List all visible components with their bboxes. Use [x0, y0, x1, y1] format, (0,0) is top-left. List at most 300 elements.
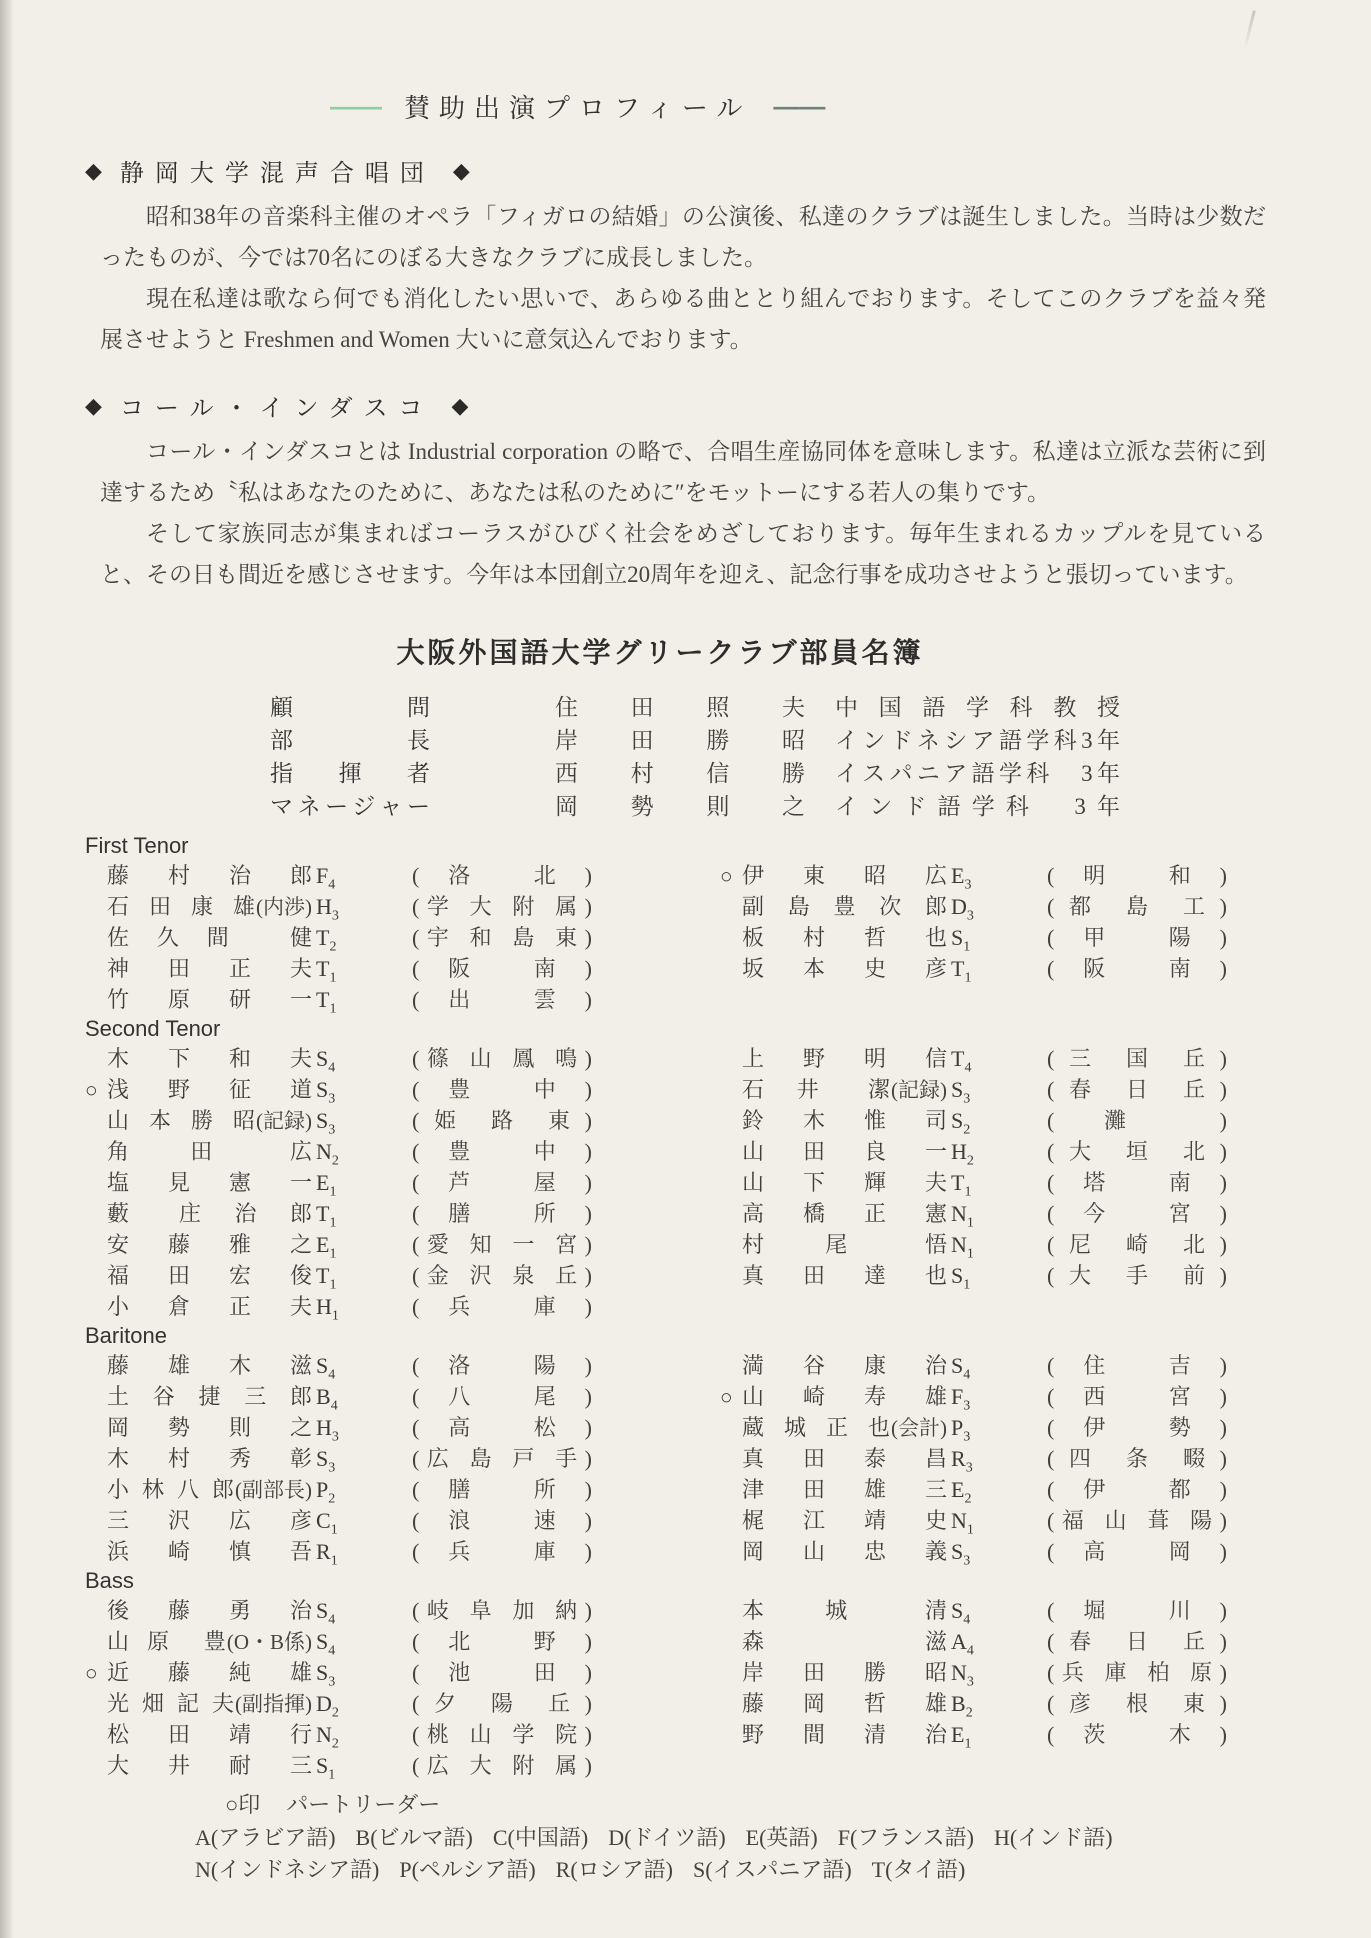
member-code-number: 2 [331, 1705, 339, 1721]
member-code-number: 4 [328, 1612, 336, 1628]
member-row [85, 1042, 720, 1076]
member-row [720, 1656, 1301, 1690]
member-code [947, 863, 1047, 893]
member-name-wrap [107, 1228, 312, 1259]
member-code-number: 1 [964, 1736, 972, 1752]
member-name: 山 原 豊 [107, 1629, 226, 1654]
member-row-pair [85, 1687, 1301, 1721]
member-name: 小 倉 正 夫 [107, 1294, 312, 1319]
member-school: (阪 南) [412, 956, 592, 981]
member-school: (彦 根 東) [1047, 1691, 1227, 1716]
member-code-letter: S [951, 1077, 964, 1102]
member-name-wrap [107, 983, 312, 1014]
member-code [312, 1170, 412, 1200]
member-row [720, 1073, 1301, 1107]
legend-line [195, 1854, 1301, 1886]
member-name-wrap [107, 1625, 312, 1656]
member-name: 竹 原 研 一 [107, 987, 312, 1012]
part-title: Bass [85, 1568, 134, 1593]
member-name-wrap [742, 1259, 947, 1290]
member-code-number: 4 [966, 1643, 974, 1659]
member-code-letter: R [951, 1446, 966, 1471]
diamond-icon: ◆ [85, 392, 102, 418]
member-school: (池 田) [412, 1660, 592, 1685]
member-code-letter: E [316, 1170, 330, 1195]
member-row [720, 1349, 1301, 1383]
member-code-letter: S [316, 1446, 329, 1471]
member-school: (芦 屋) [412, 1170, 592, 1195]
member-code [947, 1415, 1047, 1445]
diamond-icon: ◆ [452, 157, 470, 183]
member-note: (副指揮) [235, 1692, 312, 1716]
member-name: 塩 見 憲 一 [107, 1170, 312, 1195]
member-code-letter: H [316, 894, 332, 919]
member-row-pair [85, 1349, 1301, 1383]
member-code [312, 1415, 412, 1445]
member-name: 安 藤 雅 之 [107, 1232, 312, 1257]
member-code [947, 1446, 1047, 1476]
member-code-number: 1 [329, 1277, 337, 1293]
member-school: (膳 所) [412, 1477, 592, 1502]
part-section-baritone [85, 1323, 1301, 1569]
member-code [312, 1539, 412, 1569]
member-school: (伊 勢) [1047, 1415, 1227, 1440]
member-school: (洛 陽) [412, 1353, 592, 1378]
member-name: 松 田 靖 行 [107, 1722, 312, 1747]
member-row [85, 1411, 720, 1445]
member-code-number: 3 [966, 1674, 974, 1690]
member-row-pair [85, 1259, 1301, 1293]
member-row [720, 952, 1301, 986]
member-name-wrap [107, 952, 312, 983]
member-name-wrap [107, 1504, 312, 1535]
member-school: (大 垣 北) [1047, 1139, 1227, 1164]
member-code-letter: T [316, 987, 330, 1012]
officer-affiliation: 中 国 語 学 科 教 授 [835, 695, 1120, 720]
part-title: Baritone [85, 1323, 167, 1348]
member-row [720, 1166, 1301, 1200]
member-code-number: 1 [966, 1522, 974, 1538]
member-code [312, 1232, 412, 1262]
diamond-icon: ◆ [85, 157, 102, 183]
member-row [85, 952, 720, 986]
member-code-number: 2 [331, 1153, 339, 1169]
member-row-pair [85, 1135, 1301, 1169]
member-code [312, 987, 412, 1017]
member-row [85, 1349, 720, 1383]
officer-affiliation: インド語学科 3年 [835, 794, 1120, 819]
member-school: (三 国 丘) [1047, 1046, 1227, 1071]
member-code-letter: D [316, 1691, 332, 1716]
member-school: (堀 川) [1047, 1598, 1227, 1623]
member-code-number: 2 [329, 939, 337, 955]
member-code [312, 1598, 412, 1628]
paragraph: そして家族同志が集まればコーラスがひびく社会をめざしております。毎年生まれるカップルを見ていると、その日も間近を感じさせます。今年は本団創立20周年を迎え、記念行事を成功させようと張切っています。 [100, 521, 1266, 587]
member-code-number: 3 [965, 1460, 973, 1476]
member-row [85, 983, 720, 1017]
member-name: 鈴 木 惟 司 [742, 1108, 947, 1133]
member-code [947, 1263, 1047, 1293]
member-code-letter: F [951, 1384, 964, 1409]
member-row-pair [85, 1625, 1301, 1659]
member-row [720, 1504, 1301, 1538]
member-row [85, 1290, 720, 1324]
member-code-letter: S [951, 1108, 964, 1133]
member-row [85, 1166, 720, 1200]
title-right-dash: ―― [773, 91, 826, 121]
roster-title-wrap [85, 631, 1235, 671]
member-name: 真 田 達 也 [742, 1263, 947, 1288]
legend-item: F(フランス語) [837, 1825, 974, 1850]
member-code-number: 3 [328, 1122, 336, 1138]
member-school: (都 島 工) [1047, 894, 1227, 919]
member-name: 石 井 潔 [742, 1077, 890, 1102]
member-name-wrap [742, 1073, 947, 1104]
officer-name: 住 田 照 夫 [555, 695, 805, 720]
member-name: 伊 東 昭 広 [742, 863, 947, 888]
member-code-letter: S [951, 1353, 964, 1378]
member-code [947, 1139, 1047, 1169]
legend [195, 1788, 1301, 1886]
member-name-wrap [742, 1442, 947, 1473]
legend-item: B(ビルマ語) [355, 1825, 473, 1850]
officer-role: 顧 問 [270, 694, 430, 720]
member-school: (洛 北) [412, 863, 592, 888]
member-name-wrap [107, 890, 312, 921]
member-name-wrap [742, 1197, 947, 1228]
member-school: (尼 崎 北) [1047, 1232, 1227, 1257]
member-code-letter: R [316, 1539, 331, 1564]
member-school: (春 日 丘) [1047, 1077, 1227, 1102]
legend-item: D(ドイツ語) [608, 1825, 726, 1850]
member-row-pair [85, 1656, 1301, 1690]
member-code [312, 1201, 412, 1231]
member-row-pair [85, 1166, 1301, 1200]
officer-affiliation: インドネシア語学科3年 [835, 728, 1120, 753]
member-code-number: 1 [964, 970, 972, 986]
part-section-first-tenor [85, 833, 1301, 1017]
member-school: (兵 庫 柏 原) [1047, 1660, 1227, 1685]
member-row [85, 1749, 720, 1783]
member-row-pair [85, 1073, 1301, 1107]
member-row [720, 1380, 1301, 1414]
member-school: (高 岡) [1047, 1539, 1227, 1564]
member-row-pair [85, 1442, 1301, 1476]
member-code-letter: H [316, 1294, 332, 1319]
member-code [312, 1046, 412, 1076]
section-heading-text: 静岡大学混声合唱団 [119, 160, 435, 187]
member-school: (阪 南) [1047, 956, 1227, 981]
member-code-letter: S [316, 1108, 329, 1133]
member-code [312, 1077, 412, 1107]
member-row-pair [85, 952, 1301, 986]
member-code [312, 863, 412, 893]
member-name-wrap [107, 1442, 312, 1473]
member-name: 藤 岡 哲 雄 [742, 1691, 947, 1716]
member-name-wrap [107, 1656, 312, 1687]
member-code-letter: S [951, 1539, 964, 1564]
member-row-pair [85, 1290, 1301, 1324]
member-parts [85, 833, 1301, 1783]
member-code-letter: S [316, 1077, 329, 1102]
member-code-number: 1 [329, 970, 337, 986]
empty-cell [720, 1290, 1301, 1321]
member-row-pair [85, 1718, 1301, 1752]
member-row [85, 1656, 720, 1690]
officer-row [270, 722, 1301, 755]
member-name: 本 城 清 [742, 1598, 947, 1623]
member-name-wrap [742, 1687, 947, 1718]
member-school: (八 尾) [412, 1384, 592, 1409]
member-row [720, 1473, 1301, 1507]
member-code [947, 956, 1047, 986]
member-code [947, 1691, 1047, 1721]
member-name-wrap [107, 1594, 312, 1625]
member-code-letter: E [951, 1722, 965, 1747]
member-row [85, 1228, 720, 1262]
empty-cell [720, 983, 1301, 1014]
member-row [85, 1535, 720, 1569]
member-school: (北 野) [412, 1629, 592, 1654]
member-code-letter: N [951, 1232, 967, 1257]
member-code-number: 4 [328, 1643, 336, 1659]
member-name-wrap [742, 1473, 947, 1504]
legend-item: E(英語) [745, 1825, 818, 1850]
member-code-number: 2 [965, 1705, 973, 1721]
section-heading-call-indasco [85, 388, 1301, 423]
section-paragraphs [100, 431, 1266, 595]
member-code-number: 3 [328, 1674, 336, 1690]
officer-row [270, 788, 1301, 821]
officer-role: マネージャー [270, 793, 430, 819]
member-code [312, 1446, 412, 1476]
member-name: 津 田 雄 三 [742, 1477, 947, 1502]
member-code-letter: S [951, 1598, 964, 1623]
member-row-pair [85, 890, 1301, 924]
legend-item: R(ロシア語) [555, 1857, 673, 1882]
member-row [85, 1442, 720, 1476]
member-code [312, 894, 412, 924]
member-row [85, 1594, 720, 1628]
member-name: 岸 田 勝 昭 [742, 1660, 947, 1685]
member-row [85, 921, 720, 955]
member-name-wrap [107, 1535, 312, 1566]
legend-mark: ○印 [225, 1792, 261, 1817]
member-code-letter: S [316, 1353, 329, 1378]
member-name-wrap [742, 1656, 947, 1687]
member-code-number: 3 [328, 1460, 336, 1476]
member-school: (愛 知 一 宮) [412, 1232, 592, 1257]
officer-row [270, 689, 1301, 722]
member-school: (夕 陽 丘) [412, 1691, 592, 1716]
member-row [720, 1625, 1301, 1659]
member-school: (桃 山 学 院) [412, 1722, 592, 1747]
member-name: 小 林 八 郎 [107, 1477, 234, 1502]
member-code [947, 1629, 1047, 1659]
member-note: (記録) [891, 1078, 947, 1102]
officer-name: 岡 勢 則 之 [555, 794, 805, 819]
member-name-wrap [107, 1166, 312, 1197]
member-code-letter: N [951, 1201, 967, 1226]
member-name: 木 下 和 夫 [107, 1046, 312, 1071]
part-section-second-tenor [85, 1016, 1301, 1324]
legend-item: N(インドネシア語) [195, 1857, 380, 1882]
legend-item: C(中国語) [492, 1825, 589, 1850]
member-school: (岐 阜 加 納) [412, 1598, 592, 1623]
member-name-wrap [742, 1166, 947, 1197]
member-row [720, 1718, 1301, 1752]
member-code [312, 1660, 412, 1690]
member-name: 木 村 秀 彰 [107, 1446, 312, 1471]
member-code-number: 1 [329, 1001, 337, 1017]
member-name: 佐久間 健 [107, 925, 312, 950]
member-code-number: 2 [328, 1491, 336, 1507]
member-code-number: 1 [966, 1246, 974, 1262]
member-row [720, 890, 1301, 924]
member-name: 福 田 宏 俊 [107, 1263, 312, 1288]
member-row [85, 859, 720, 893]
member-row [85, 1473, 720, 1507]
member-row [720, 1687, 1301, 1721]
member-school: (大 手 前) [1047, 1263, 1227, 1288]
member-name-wrap [742, 859, 947, 890]
member-name: 浅 野 征 道 [107, 1077, 312, 1102]
member-row [85, 1135, 720, 1169]
member-note: (内渉) [256, 895, 312, 919]
member-code-number: 3 [963, 1553, 971, 1569]
member-code-letter: H [951, 1139, 967, 1164]
member-code-number: 3 [964, 877, 972, 893]
member-name: 岡 山 忠 義 [742, 1539, 947, 1564]
member-note: (副部長) [235, 1478, 312, 1502]
legend-item: H(インド語) [993, 1825, 1113, 1850]
member-code-letter: S [316, 1753, 329, 1778]
member-name-wrap [107, 1042, 312, 1073]
member-name-wrap [742, 1042, 947, 1073]
member-row [720, 1228, 1301, 1262]
member-name-wrap [742, 1380, 947, 1411]
member-code-number: 4 [964, 1060, 972, 1076]
member-code-number: 4 [328, 1367, 336, 1383]
title-left-dash: ―― [330, 91, 382, 121]
member-code [947, 1477, 1047, 1507]
member-name: 石 田 康 雄 [107, 894, 255, 919]
officer-name: 西 村 信 勝 [555, 761, 805, 786]
member-row [85, 1687, 720, 1721]
member-code-letter: N [316, 1139, 332, 1164]
member-name: 蔵 城 正 也 [742, 1415, 890, 1440]
member-name-wrap [742, 1135, 947, 1166]
empty-cell [720, 1749, 1301, 1780]
member-code [947, 1170, 1047, 1200]
member-code-number: 1 [329, 1246, 337, 1262]
member-code-letter: S [316, 1660, 329, 1685]
member-name: 坂 本 史 彦 [742, 956, 947, 981]
member-name-wrap [107, 1687, 312, 1718]
officer-table [270, 689, 1301, 821]
member-school: (伊 都) [1047, 1477, 1227, 1502]
member-code-letter: S [316, 1629, 329, 1654]
member-name: 光 畑 記 夫 [107, 1691, 234, 1716]
member-name-wrap [742, 1535, 947, 1566]
member-code-letter: C [316, 1508, 331, 1533]
member-row [720, 859, 1301, 893]
member-school: (宇 和 島 東) [412, 925, 592, 950]
legend-item: P(ペルシア語) [399, 1857, 536, 1882]
member-row [720, 921, 1301, 955]
member-school: (甲 陽) [1047, 925, 1227, 950]
member-row-pair [85, 1197, 1301, 1231]
member-row [720, 1135, 1301, 1169]
member-code-letter: B [316, 1384, 331, 1409]
section-heading-text: コール・インダスコ [119, 395, 434, 422]
member-code [947, 1108, 1047, 1138]
part-leader-mark: ○ [720, 1385, 733, 1409]
member-code [312, 956, 412, 986]
member-code-number: 3 [331, 908, 339, 924]
member-code-letter: D [951, 894, 967, 919]
member-code-number: 1 [966, 1215, 974, 1231]
member-name-wrap [742, 921, 947, 952]
member-row [720, 1042, 1301, 1076]
member-code [312, 1508, 412, 1538]
member-name: 藤 村 治 郎 [107, 863, 312, 888]
member-row-pair [85, 921, 1301, 955]
member-school: (膳 所) [412, 1201, 592, 1226]
member-row [720, 1594, 1301, 1628]
member-code [312, 1384, 412, 1414]
member-code [947, 1232, 1047, 1262]
member-code [312, 1629, 412, 1659]
member-code [947, 925, 1047, 955]
member-school: (塔 南) [1047, 1170, 1227, 1195]
member-code-number: 2 [331, 1736, 339, 1752]
member-name-wrap [742, 1594, 947, 1625]
member-name: 山 崎 寿 雄 [742, 1384, 947, 1409]
member-name: 満 谷 康 治 [742, 1353, 947, 1378]
member-school: (広 島 戸 手) [412, 1446, 592, 1471]
member-school: (出 雲) [412, 987, 592, 1012]
member-note: (会計) [891, 1416, 947, 1440]
member-row-pair [85, 1228, 1301, 1262]
member-name: 村 尾 悟 [742, 1232, 947, 1257]
member-name-wrap [107, 1473, 312, 1504]
member-code-letter: T [316, 956, 330, 981]
member-code-number: 3 [963, 1429, 971, 1445]
member-code-number: 3 [963, 1398, 971, 1414]
member-name-wrap [742, 1411, 947, 1442]
member-code [312, 1139, 412, 1169]
member-code-number: 2 [964, 1491, 972, 1507]
officer-role: 指 揮 者 [270, 760, 430, 786]
legend-line [195, 1822, 1301, 1854]
member-code-letter: T [316, 1201, 330, 1226]
part-title: Second Tenor [85, 1016, 221, 1041]
member-name-wrap [107, 1411, 312, 1442]
part-section-bass [85, 1568, 1301, 1783]
member-code [947, 1384, 1047, 1414]
member-code-number: 4 [330, 1398, 338, 1414]
member-name-wrap [742, 952, 947, 983]
member-note: (記録) [256, 1109, 312, 1133]
member-code-number: 2 [966, 1153, 974, 1169]
member-name-wrap [107, 1718, 312, 1749]
member-code-letter: E [951, 863, 965, 888]
member-name-wrap [107, 1349, 312, 1380]
member-school: (浪 速) [412, 1508, 592, 1533]
member-code-letter: E [951, 1477, 965, 1502]
member-school: (今 宮) [1047, 1201, 1227, 1226]
